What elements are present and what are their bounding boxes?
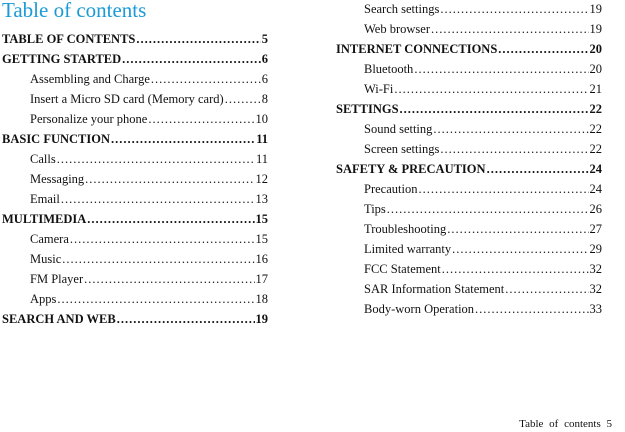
toc-entry-title: MULTIMEDIA: [2, 212, 87, 226]
toc-entry-page: 22: [589, 122, 602, 136]
toc-section-entry[interactable]: [2, 129, 268, 149]
toc-dot-leader: [394, 79, 588, 99]
toc-dot-leader: [431, 19, 589, 39]
toc-entry-title: Sound setting: [364, 122, 433, 136]
toc-dot-leader: [122, 49, 261, 69]
toc-dot-leader: [447, 219, 588, 239]
toc-dot-leader: [498, 39, 588, 59]
toc-entry-page: 24: [589, 162, 602, 176]
toc-entry-page: 11: [255, 152, 268, 166]
toc-dot-leader: [452, 239, 588, 259]
toc-dot-leader: [87, 209, 254, 229]
toc-entry-title: Wi-Fi: [364, 82, 394, 96]
toc-subsection-entry[interactable]: [336, 199, 602, 219]
toc-dot-leader: [418, 179, 588, 199]
toc-subsection-entry[interactable]: [2, 189, 268, 209]
toc-entry-title: Email: [30, 192, 60, 206]
toc-subsection-entry[interactable]: [336, 279, 602, 299]
toc-entry-page: 20: [589, 42, 602, 56]
toc-subsection-entry[interactable]: [336, 219, 602, 239]
page-footer: [519, 417, 612, 431]
toc-entry-page: 16: [255, 252, 268, 266]
toc-entry-title: Body-worn Operation: [364, 302, 475, 316]
toc-entry-page: 21: [589, 82, 602, 96]
toc-entry-title: Apps: [30, 292, 57, 306]
toc-entry-title: Bluetooth: [364, 62, 414, 76]
toc-entry-title: Tips: [364, 202, 386, 216]
toc-entry-page: 22: [589, 102, 602, 116]
toc-entry-page: 5: [261, 32, 268, 46]
toc-dot-leader: [111, 129, 255, 149]
toc-subsection-entry[interactable]: [336, 59, 602, 79]
toc-dot-leader: [487, 159, 589, 179]
toc-dot-leader: [442, 259, 589, 279]
toc-section-entry[interactable]: [2, 209, 268, 229]
toc-entry-title: Music: [30, 252, 62, 266]
toc-section-entry[interactable]: [336, 159, 602, 179]
toc-subsection-entry[interactable]: [2, 69, 268, 89]
toc-entry-page: 15: [255, 232, 268, 246]
toc-entry-page: 19: [589, 22, 602, 36]
toc-subsection-entry[interactable]: [2, 229, 268, 249]
toc-section-entry[interactable]: [2, 29, 268, 49]
page-title: Table of contents: [2, 0, 147, 22]
toc-entry-title: INTERNET CONNECTIONS: [336, 42, 498, 56]
toc-entry-title: Screen settings: [364, 142, 440, 156]
toc-entry-title: FCC Statement: [364, 262, 441, 276]
toc-dot-leader: [433, 119, 588, 139]
toc-subsection-entry[interactable]: [336, 139, 602, 159]
toc-entry-title: Camera: [30, 232, 69, 246]
toc-entry-title: SETTINGS: [336, 102, 399, 116]
toc-dot-leader: [85, 169, 254, 189]
toc-dot-leader: [225, 89, 261, 109]
toc-entry-title: Search settings: [364, 2, 440, 16]
toc-entry-page: 8: [261, 92, 268, 106]
toc-entry-page: 6: [261, 72, 268, 86]
toc-entry-title: SAR Information Statement: [364, 282, 505, 296]
toc-section-entry[interactable]: [2, 49, 268, 69]
toc-entry-title: Limited warranty: [364, 242, 452, 256]
toc-entry-title: Assembling and Charge: [30, 72, 150, 86]
toc-section-entry[interactable]: [336, 99, 602, 119]
toc-section-entry[interactable]: [2, 309, 268, 329]
toc-entry-page: 27: [589, 222, 602, 236]
toc-dot-leader: [505, 279, 588, 299]
toc-subsection-entry[interactable]: [336, 179, 602, 199]
toc-entry-title: Web browser: [364, 22, 430, 36]
toc-dot-leader: [70, 229, 255, 249]
toc-entry-title: Troubleshooting: [364, 222, 447, 236]
toc-entry-title: TABLE OF CONTENTS: [2, 32, 136, 46]
toc-entry-title: GETTING STARTED: [2, 52, 122, 66]
toc-subsection-entry[interactable]: [336, 0, 602, 19]
toc-dot-leader: [148, 109, 254, 129]
toc-entry-title: Calls: [30, 152, 56, 166]
toc-subsection-entry[interactable]: [336, 239, 602, 259]
toc-dot-leader: [136, 29, 260, 49]
toc-dot-leader: [62, 249, 254, 269]
toc-subsection-entry[interactable]: [2, 289, 268, 309]
toc-subsection-entry[interactable]: [2, 249, 268, 269]
toc-subsection-entry[interactable]: [2, 149, 268, 169]
toc-entry-page: 33: [589, 302, 602, 316]
toc-entry-page: 32: [589, 262, 602, 276]
footer-label: Table of contents: [519, 418, 601, 430]
toc-dot-leader: [440, 139, 588, 159]
toc-entry-page: 29: [589, 242, 602, 256]
toc-subsection-entry[interactable]: [336, 259, 602, 279]
footer-page-number: 5: [606, 418, 612, 430]
toc-entry-title: SAFETY & PRECAUTION: [336, 162, 486, 176]
toc-entry-page: 12: [255, 172, 268, 186]
toc-dot-leader: [61, 189, 255, 209]
toc-dot-leader: [117, 309, 255, 329]
toc-entry-page: 13: [255, 192, 268, 206]
toc-entry-page: 17: [255, 272, 268, 286]
toc-entry-page: 19: [255, 312, 268, 326]
toc-subsection-entry[interactable]: [2, 269, 268, 289]
toc-entry-page: 22: [589, 142, 602, 156]
toc-entry-title: FM Player: [30, 272, 84, 286]
toc-dot-leader: [414, 59, 588, 79]
toc-dot-leader: [57, 289, 254, 309]
toc-entry-page: 24: [589, 182, 602, 196]
toc-entry-title: Personalize your phone: [30, 112, 148, 126]
toc-dot-leader: [475, 299, 588, 319]
toc-entry-title: Insert a Micro SD card (Memory card): [30, 92, 224, 106]
toc-dot-leader: [84, 269, 254, 289]
toc-subsection-entry[interactable]: [2, 109, 268, 129]
toc-entry-title: Precaution: [364, 182, 418, 196]
toc-entry-page: 6: [261, 52, 268, 66]
toc-dot-leader: [151, 69, 261, 89]
toc-dot-leader: [387, 199, 589, 219]
toc-entry-page: 15: [255, 212, 268, 226]
toc-entry-page: 32: [589, 282, 602, 296]
toc-entry-page: 18: [255, 292, 268, 306]
toc-subsection-entry[interactable]: [336, 119, 602, 139]
toc-entry-page: 19: [589, 2, 602, 16]
toc-dot-leader: [57, 149, 255, 169]
toc-subsection-entry[interactable]: [2, 169, 268, 189]
toc-subsection-entry[interactable]: [2, 89, 268, 109]
toc-entry-title: BASIC FUNCTION: [2, 132, 111, 146]
toc-entry-title: Messaging: [30, 172, 85, 186]
toc-dot-leader: [400, 99, 589, 119]
toc-entry-page: 10: [255, 112, 268, 126]
toc-entry-page: 26: [589, 202, 602, 216]
toc-section-entry[interactable]: [336, 39, 602, 59]
toc-entry-title: SEARCH AND WEB: [2, 312, 116, 326]
toc-subsection-entry[interactable]: [336, 19, 602, 39]
toc-dot-leader: [440, 0, 588, 19]
toc-entry-page: 11: [256, 132, 268, 146]
toc-subsection-entry[interactable]: [336, 79, 602, 99]
toc-subsection-entry[interactable]: [336, 299, 602, 319]
toc-entry-page: 20: [589, 62, 602, 76]
